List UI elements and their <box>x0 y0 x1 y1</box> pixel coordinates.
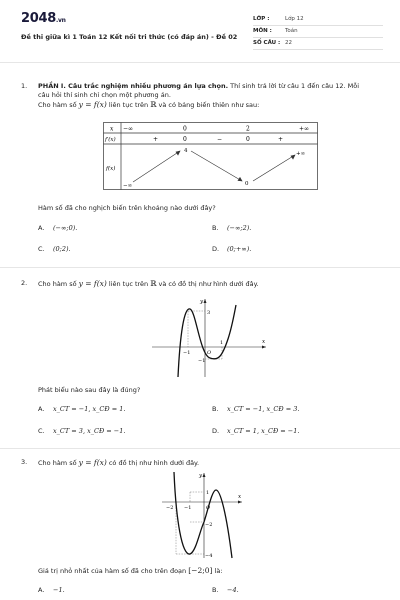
table-fprime-label: f′(x) <box>105 137 116 143</box>
option-label: A. <box>38 405 45 413</box>
table-fprime-sign: + <box>153 136 159 143</box>
site-logo[interactable] <box>21 10 66 28</box>
question-divider <box>0 448 400 449</box>
option-label: C. <box>38 427 45 435</box>
table-f-value: +∞ <box>296 151 306 157</box>
table-fprime-sign: − <box>217 136 223 143</box>
stem-text: và có bảng biến thiên như sau: <box>156 100 260 109</box>
graph-tick: 3 <box>207 310 211 316</box>
page-title: Đề thi giữa kì 1 Toán 12 Kết nối tri thức (có đáp án) - Đề 02 <box>21 33 238 41</box>
option-label: B. <box>212 405 219 413</box>
option-label: A. <box>38 586 45 594</box>
option-c[interactable] <box>38 427 125 436</box>
stem-real-set: ℝ <box>150 279 157 288</box>
graph-tick: 1 <box>206 490 210 496</box>
table-fprime-value: 0 <box>246 136 250 143</box>
question-text: Hàm số đã cho nghịch biến trên khoảng nào dưới đây? <box>38 204 216 212</box>
info-key: SỐ CÂU : <box>253 39 281 46</box>
stem-function: y = f(x) <box>78 279 107 288</box>
page-header <box>0 0 400 62</box>
option-value: x_CT = −1, x_CĐ = 1. <box>53 405 126 413</box>
info-value: 22 <box>285 39 292 46</box>
table-x-value: 0 <box>183 125 187 133</box>
question-text: Phát biểu nào sau đây là đúng? <box>38 386 141 394</box>
graph-tick: −2 <box>205 522 213 528</box>
option-d[interactable] <box>212 245 251 254</box>
question-text-a: Giá trị nhỏ nhất của hàm số đã cho trên đoạn <box>38 567 189 575</box>
question-text-b: là: <box>212 567 223 575</box>
info-row-class <box>253 14 383 26</box>
stem-function: y = f(x) <box>78 99 107 109</box>
question-interval: [−2;0] <box>188 566 213 575</box>
option-label: A. <box>38 224 45 232</box>
stem-real-set: ℝ <box>150 99 157 109</box>
table-f-label: f(x) <box>106 166 116 172</box>
option-c[interactable] <box>38 245 71 254</box>
question-number: 2. <box>21 279 28 287</box>
option-label: D. <box>212 245 220 253</box>
option-value: −1. <box>53 586 65 594</box>
option-a[interactable] <box>38 224 77 233</box>
option-label: D. <box>212 427 220 435</box>
option-value: (−∞;0). <box>53 224 78 232</box>
option-value: x_CT = 3, x_CĐ = −1. <box>53 427 126 435</box>
option-a[interactable] <box>38 586 65 595</box>
info-value: Lớp 12 <box>285 15 304 22</box>
question-number: 3. <box>21 458 28 466</box>
logo-main: 2048 <box>21 11 56 26</box>
intro-text-2: câu hỏi thí sinh chỉ chọn một phương án. <box>38 90 171 99</box>
graph-x-label: x <box>262 339 266 345</box>
stem-text: và có đồ thị như hình dưới đây. <box>156 280 259 288</box>
table-f-value: −∞ <box>123 183 133 189</box>
intro-text: Thí sinh trả lời từ câu 1 đến câu 12. Mỗi <box>228 82 360 90</box>
table-fprime-value: 0 <box>183 136 187 143</box>
graph-tick: −1 <box>184 505 192 511</box>
question-1-prompt <box>21 204 381 213</box>
option-value: (0;2). <box>53 245 71 253</box>
stem-text: liên tục trên <box>106 280 151 288</box>
info-value: Toán <box>285 27 298 34</box>
question-2-prompt <box>21 386 381 395</box>
function-graph-q3 <box>160 470 245 560</box>
header-divider <box>0 62 400 63</box>
question-divider <box>0 267 400 268</box>
table-x-value: −∞ <box>123 125 134 133</box>
question-stem <box>38 458 381 468</box>
stem-text: có đồ thị như hình dưới đây. <box>106 459 200 467</box>
stem-text: liên tục trên <box>106 100 151 109</box>
table-f-value: 0 <box>245 181 249 187</box>
info-key: MÔN : <box>253 27 272 34</box>
logo-tld: .vn <box>55 17 66 24</box>
option-label: C. <box>38 245 45 253</box>
question-text <box>38 566 381 576</box>
graph-y-label: y <box>200 299 204 305</box>
info-key: LỚP : <box>253 15 270 22</box>
question-intro <box>38 82 381 110</box>
option-value: −4. <box>227 586 239 594</box>
option-b[interactable] <box>212 224 251 233</box>
table-fprime-sign: + <box>278 136 284 143</box>
option-label: B. <box>212 586 219 594</box>
graph-y-label: y <box>199 473 203 479</box>
question-2 <box>21 279 381 289</box>
table-f-value: 4 <box>184 148 188 154</box>
option-value: (0;+∞). <box>227 245 252 253</box>
info-row-subject <box>253 26 383 38</box>
option-value: x_CT = 1, x_CĐ = −1. <box>227 427 300 435</box>
option-d[interactable] <box>212 427 299 436</box>
info-table <box>253 14 383 50</box>
stem-text: Cho hàm số <box>38 280 79 288</box>
graph-tick: −1 <box>198 358 206 364</box>
variation-table <box>103 122 318 190</box>
option-label: B. <box>212 224 219 232</box>
table-x-value: +∞ <box>299 125 310 133</box>
graph-tick: −2 <box>166 505 174 511</box>
graph-tick: −4 <box>205 553 213 559</box>
option-a[interactable] <box>38 405 125 414</box>
info-row-count <box>253 38 383 50</box>
graph-origin: O <box>206 505 211 511</box>
stem-text: Cho hàm số <box>38 459 79 467</box>
question-stem <box>38 279 381 289</box>
option-b[interactable] <box>212 586 239 595</box>
graph-tick: −1 <box>183 350 191 356</box>
question-number: 1. <box>21 82 28 90</box>
option-b[interactable] <box>212 405 299 414</box>
table-x-value: 2 <box>246 125 250 133</box>
question-1 <box>21 82 381 110</box>
part-label: PHẦN I. Câu trắc nghiệm nhiều phương án lựa chọn. <box>38 82 229 90</box>
stem-function: y = f(x) <box>78 458 107 467</box>
function-graph-q2 <box>150 295 270 380</box>
table-x-label: x <box>110 125 114 133</box>
option-value: (−∞;2). <box>227 224 252 232</box>
graph-tick: 1 <box>220 340 224 346</box>
question-3-prompt <box>21 566 381 576</box>
option-value: x_CT = −1, x_CĐ = 3. <box>227 405 300 413</box>
graph-origin: O <box>207 350 212 356</box>
graph-x-label: x <box>238 494 242 500</box>
question-3 <box>21 458 381 468</box>
stem-text: Cho hàm số <box>38 100 79 109</box>
